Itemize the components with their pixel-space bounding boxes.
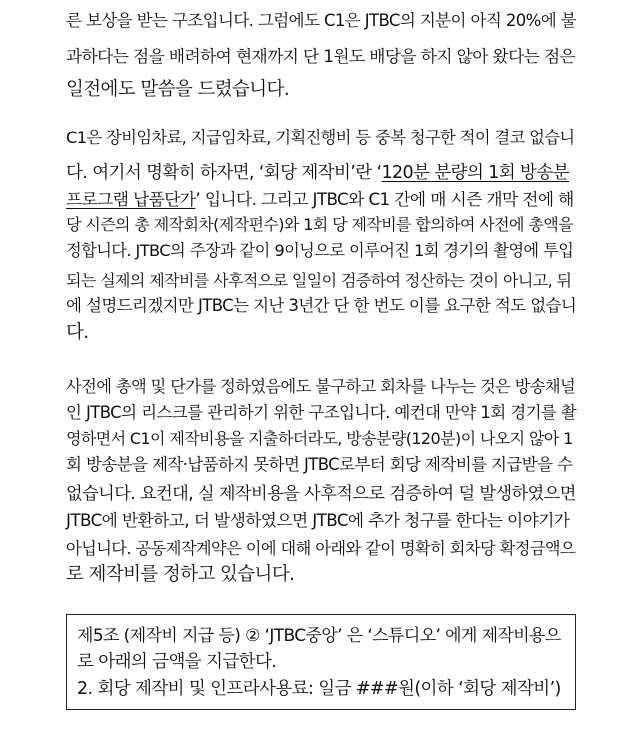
text-line bbox=[66, 8, 576, 34]
text-segment: JTBC에 반환하고, 더 발생하였으면 JTBC에 추가 청구를 한다는 이야기가 bbox=[66, 510, 570, 530]
text-line bbox=[66, 536, 575, 562]
text-segment: 되는 실제의 제작비를 사후적으로 일일이 검증하여 정산하는 것이 아니고, 뒤 bbox=[66, 271, 572, 290]
text-line bbox=[66, 507, 569, 533]
text-segment: 회 방송분을 제작·납품하지 못하면 JTBC로부터 회당 제작비를 지급받을 수 bbox=[66, 455, 573, 474]
text-segment: C1은 장비임차료, 지급임차료, 기획진행비 등 중복 청구한 적이 결코 없습니 bbox=[66, 128, 575, 147]
contract-excerpt-box bbox=[66, 614, 576, 710]
text-line bbox=[66, 320, 89, 346]
text-segment: 정합니다. JTBC의 주장과 같이 9이닝으로 이루어진 1회 경기의 촬영에 투입 bbox=[66, 241, 574, 260]
text-segment: 로 제작비를 정하고 있습니다. bbox=[66, 564, 295, 585]
text-line bbox=[66, 400, 576, 426]
text-segment: ’ 입니다. 그리고 JTBC와 C1 간에 매 시즌 개막 전에 해 bbox=[195, 189, 574, 209]
underlined-definition: 프로그램 납품단가 bbox=[66, 189, 196, 209]
contract-line: 제5조 (제작비 지급 등) ② ‘JTBC중앙’ 은 ‘스튜디오’ 에게 제작비용으 bbox=[77, 626, 561, 646]
text-segment: 다. bbox=[66, 322, 89, 343]
text-line bbox=[66, 562, 294, 588]
text-segment: 사전에 총액 및 단가를 정하였음에도 불구하고 회차를 나누는 것은 방송채널 bbox=[66, 377, 576, 396]
text-line bbox=[66, 293, 576, 319]
text-line bbox=[66, 125, 575, 151]
text-line bbox=[66, 426, 573, 452]
text-line bbox=[66, 212, 573, 238]
contract-line: 로 아래의 금액을 지급한다. bbox=[77, 652, 277, 672]
contract-line: 2. 회당 제작비 및 인프라사용료: 일금 ###원(이하 ‘회당 제작비’) bbox=[77, 679, 561, 699]
text-line bbox=[66, 160, 569, 186]
text-segment: 른 보상을 받는 구조입니다. 그럼에도 C1은 JTBC의 지분이 아직 20%에 불 bbox=[66, 11, 577, 30]
text-line bbox=[66, 77, 289, 103]
text-segment: 에 설명드리겠지만 JTBC는 지난 3년간 단 한 번도 이를 요구한 적도 없습니 bbox=[66, 296, 577, 315]
underlined-definition: 120분 분량의 1회 방송분 bbox=[381, 163, 569, 183]
text-segment: 일전에도 말씀을 드렸습니다. bbox=[66, 79, 290, 100]
text-segment: 당 시즌의 총 제작회차(제작편수)와 1회 당 제작비를 합의하여 사전에 총액을 bbox=[66, 215, 573, 234]
text-segment: 없습니다. 요컨대, 실 제작비용을 사후적으로 검증하여 덜 발생하였으면 bbox=[66, 484, 576, 504]
text-line bbox=[66, 481, 576, 507]
text-line bbox=[66, 186, 574, 212]
text-segment: 영하면서 C1이 제작비용을 지출하더라도, 방송분량(120분)이 나오지 않아 1 bbox=[66, 429, 573, 448]
text-segment: 다. 여기서 명확히 하자면, ‘회당 제작비’란 ‘ bbox=[66, 163, 382, 183]
text-segment: 아닙니다. 공동제작계약은 이에 대해 아래와 같이 명확히 회차당 확정금액으 bbox=[66, 539, 576, 558]
text-line bbox=[66, 374, 575, 400]
text-line bbox=[66, 43, 575, 69]
text-line bbox=[66, 452, 572, 478]
text-segment: 과하다는 점을 배려하여 현재까지 단 1원도 배당을 하지 않아 왔다는 점은 bbox=[66, 46, 576, 66]
text-segment: 인 JTBC의 리스크를 관리하기 위한 구조입니다. 예컨대 만약 1회 경기를 촬 bbox=[66, 403, 577, 422]
text-line bbox=[66, 238, 573, 264]
text-line bbox=[66, 268, 571, 294]
